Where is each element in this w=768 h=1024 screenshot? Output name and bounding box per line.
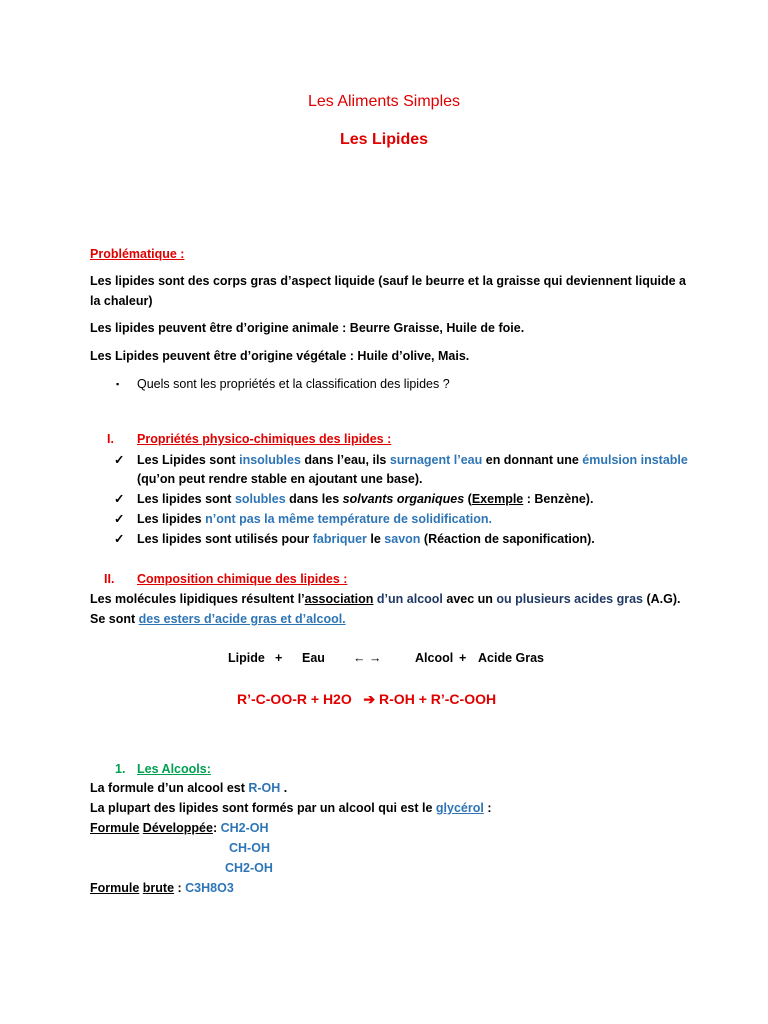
page-subtitle: Les Lipides	[339, 131, 429, 148]
section2-heading: Composition chimique des lipides :	[137, 572, 348, 586]
reaction-eau: Eau	[302, 651, 325, 665]
section2-p2: Se sont des esters d’acide gras et d’alcool.	[90, 612, 346, 626]
page-title: Les Aliments Simples	[307, 93, 461, 110]
arrow-icon: ➔	[363, 691, 376, 707]
problematique-question: Quels sont les propriétés et la classification des lipides ?	[137, 377, 450, 391]
section1-heading: Propriétés physico-chimiques des lipides :	[137, 432, 392, 446]
section2-p1: Les molécules lipidiques résultent l’association d’un alcool avec un ou plusieurs acides gras (A.G).	[90, 592, 681, 606]
reaction-plus: +	[275, 651, 283, 665]
section2-number: II.	[104, 572, 115, 586]
alcools-p1: La formule d’un alcool est R-OH .	[90, 781, 288, 795]
section1-item2: Les lipides sont solubles dans les solvants organiques (Exemple : Benzène).	[137, 492, 594, 506]
check-icon: ✓	[114, 492, 125, 506]
formule-brute: Formule brute : C3H8O3	[90, 881, 234, 895]
alcools-number: 1.	[115, 762, 126, 776]
formule-developpee-line2: CH-OH	[229, 841, 270, 855]
chemical-equation: R’-C-OO-R + H2O ➔ R-OH + R’-C-OOH	[237, 691, 497, 707]
alcools-heading: Les Alcools:	[137, 762, 211, 776]
problematique-p2: Les lipides peuvent être d’origine animale : Beurre Graisse, Huile de foie.	[90, 321, 525, 335]
reaction-arrows: ← →	[353, 651, 382, 665]
problematique-p3: Les Lipides peuvent être d’origine végétale : Huile d’olive, Mais.	[90, 349, 470, 363]
section1-item1-cont: (qu’on peut rendre stable en ajoutant une base).	[137, 472, 423, 486]
formule-developpee-line3: CH2-OH	[225, 861, 273, 875]
reaction-alcool: Alcool	[415, 651, 454, 665]
bullet-icon: ▪	[116, 379, 120, 389]
alcools-p2: La plupart des lipides sont formés par un alcool qui est le glycérol :	[90, 801, 492, 815]
check-icon: ✓	[114, 532, 125, 546]
reaction-acide-gras: Acide Gras	[478, 651, 545, 665]
section1-item1: Les Lipides sont insolubles dans l’eau, ils surnagent l’eau en donnant une émulsion instable	[137, 453, 688, 467]
formule-developpee: Formule Développée: CH2-OH	[90, 821, 269, 835]
section1-number: I.	[107, 432, 114, 446]
reaction-plus: +	[459, 651, 467, 665]
check-icon: ✓	[114, 512, 125, 526]
section1-item4: Les lipides sont utilisés pour fabriquer le savon (Réaction de saponification).	[137, 532, 595, 546]
check-icon: ✓	[114, 453, 125, 467]
reaction-lipide: Lipide	[228, 651, 265, 665]
problematique-p1b: la chaleur)	[90, 294, 153, 308]
section1-item3: Les lipides n’ont pas la même température de solidification.	[137, 512, 492, 526]
problematique-p1a: Les lipides sont des corps gras d’aspect liquide (sauf le beurre et la graisse qui deviennent liquide a	[90, 274, 687, 288]
problematique-heading: Problématique :	[90, 247, 185, 261]
